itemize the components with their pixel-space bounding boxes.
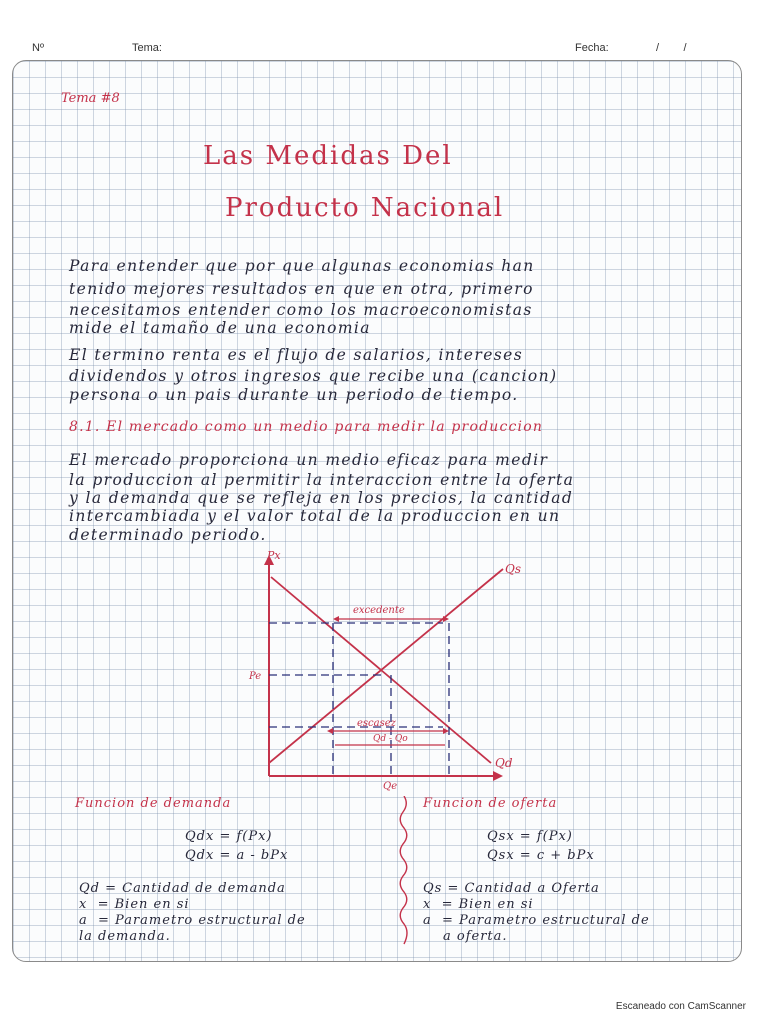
supply-definition: a oferta. [443, 929, 508, 944]
shortage-arrow-head [443, 728, 449, 734]
mercado-line: la produccion al permitir la interaccion entre la oferta [69, 471, 575, 489]
supply-formula-2: Qsx = c + bPx [487, 848, 595, 863]
renta-line: dividendos y otros ingresos que recibe una (cancion) [69, 367, 558, 385]
demand-definition: Qd = Cantidad de demanda [79, 881, 286, 896]
squiggle-divider [397, 796, 411, 946]
demand-definition: la demanda. [79, 929, 171, 944]
demand-formula-2: Qdx = a - bPx [185, 848, 289, 863]
shortage-label: escasez [357, 718, 396, 729]
grid-paper-page [12, 60, 742, 962]
renta-line: El termino renta es el flujo de salarios, intereses [69, 346, 524, 364]
notebook-header [0, 38, 768, 58]
supply-definition: x = Bien en si [423, 897, 534, 912]
mercado-line: El mercado proporciona un medio eficaz para medir [69, 451, 549, 469]
scanner-watermark: Escaneado con CamScanner [615, 1001, 746, 1012]
date-label: Fecha: [575, 42, 609, 54]
title-line-2: Producto Nacional [225, 193, 505, 223]
intro-line: mide el tamaño de una economia [69, 319, 371, 337]
demand-heading: Funcion de demanda [75, 796, 232, 811]
renta-line: persona o un pais durante un periodo de tiempo. [69, 386, 519, 404]
mercado-line: intercambiada y el valor total de la produccion en un [69, 507, 561, 525]
title-line-1: Las Medidas Del [203, 141, 453, 171]
demand-definition: a = Parametro estructural de [79, 913, 306, 928]
topic-label: Tema: [132, 42, 162, 54]
equilibrium-qty-label: Qe [383, 781, 398, 791]
supply-definition: Qs = Cantidad a Oferta [423, 881, 600, 896]
section-heading: 8.1. El mercado como un medio para medir la produccion [69, 419, 544, 435]
shortage-arrow-tail [327, 728, 333, 734]
mercado-line: y la demanda que se refleja en los precios, la cantidad [69, 489, 574, 507]
x-axis-arrow [493, 771, 503, 781]
supply-heading: Funcion de oferta [423, 796, 558, 811]
intro-line: necesitamos entender como los macroeconomistas [69, 301, 533, 319]
y-axis-label: Px [267, 551, 281, 562]
topic-number: Tema #8 [61, 91, 120, 106]
demand-label: Qd [495, 756, 513, 770]
demand-definition: x = Bien en si [79, 897, 190, 912]
date-slashes: / / [656, 42, 687, 54]
supply-label: Qs [505, 562, 521, 576]
mercado-line: determinado periodo. [69, 526, 267, 544]
shortage-qty-label: Qd - Qo [373, 734, 408, 744]
intro-line: Para entender que por que algunas economias han [69, 257, 535, 275]
number-label: Nº [32, 42, 44, 54]
demand-formula-1: Qdx = f(Px) [185, 829, 273, 844]
supply-demand-diagram [233, 551, 553, 791]
supply-definition: a = Parametro estructural de [423, 913, 650, 928]
intro-line: tenido mejores resultados en que en otra, primero [69, 280, 534, 298]
excess-arrow-tail [333, 616, 339, 622]
excess-label: excedente [353, 605, 405, 616]
equilibrium-price-label: Pe [249, 671, 262, 682]
supply-formula-1: Qsx = f(Px) [487, 829, 573, 844]
